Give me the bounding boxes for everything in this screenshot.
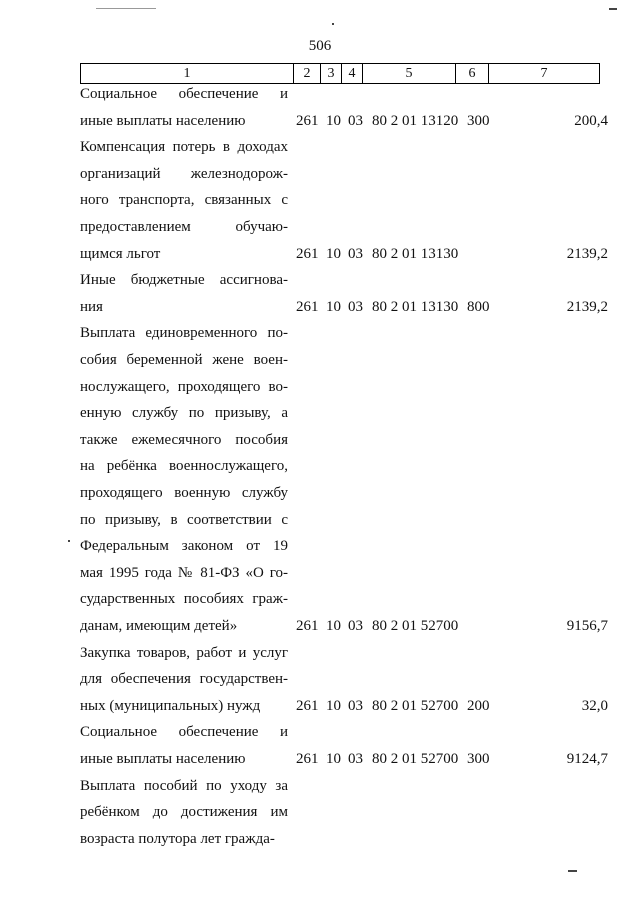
row-name-line: мая 1995 года № 81-ФЗ «О го- — [80, 564, 288, 581]
row-name-line: Социальное обеспечение и — [80, 86, 288, 102]
cell-c4: 03 — [348, 697, 363, 714]
row-name-line: также ежемесячного пособия — [80, 431, 288, 448]
cell-c3: 10 — [326, 750, 341, 767]
scan-speck — [96, 8, 156, 9]
row-name-line: Закупка товаров, работ и услуг — [80, 644, 288, 661]
row-name-line: Компенсация потерь в доходах — [80, 139, 288, 156]
row-name — [80, 773, 288, 853]
row-name-line: иные выплаты населению — [80, 750, 246, 767]
row-name-line: Выплата пособий по уходу за — [80, 777, 288, 794]
cell-c3: 10 — [326, 617, 341, 634]
row-name-line: на ребёнка военнослужащего, — [80, 458, 288, 475]
cell-c5: 80 2 01 52700 — [372, 697, 459, 714]
row-name-line: Федеральным законом от 19 — [80, 538, 288, 555]
cell-c2: 261 — [296, 112, 319, 129]
row-name — [80, 640, 288, 720]
cell-c2: 261 — [296, 617, 319, 634]
column-header-2: 2 — [294, 64, 321, 84]
cell-c7: 2139,2 — [566, 298, 608, 315]
row-name — [80, 320, 288, 639]
row-name-line: данам, имеющим детей» — [80, 617, 238, 634]
cell-c6: 200 — [467, 697, 490, 714]
cell-c4: 03 — [348, 245, 363, 262]
cell-c3: 10 — [326, 245, 341, 262]
row-name-line: Социальное обеспечение и — [80, 724, 288, 741]
row-name — [80, 81, 288, 134]
cell-c2: 261 — [296, 750, 319, 767]
cell-c5: 80 2 01 52700 — [372, 750, 459, 767]
row-name-line: сударственных пособиях граж- — [80, 591, 288, 608]
column-header-3: 3 — [321, 64, 342, 84]
row-name-line: организаций железнодорож- — [80, 165, 288, 182]
row-name-line: возраста полутора лет гражда- — [80, 830, 275, 847]
cell-c5: 80 2 01 13130 — [372, 298, 459, 315]
cell-c6: 800 — [467, 298, 490, 315]
cell-c4: 03 — [348, 298, 363, 315]
row-name — [80, 134, 288, 267]
row-name-line: иные выплаты населению — [80, 112, 246, 129]
cell-c4: 03 — [348, 617, 363, 634]
row-name-line: щимся льгот — [80, 245, 161, 262]
cell-c4: 03 — [348, 112, 363, 129]
cell-c5: 80 2 01 13130 — [372, 245, 459, 262]
page-number: 506 — [308, 38, 332, 54]
scan-speck — [332, 23, 334, 25]
row-name-line: ребёнком до достижения им — [80, 804, 288, 821]
scan-speck — [609, 8, 617, 10]
cell-c6: 300 — [467, 112, 490, 129]
cell-c7: 9124,7 — [566, 750, 608, 767]
row-name — [80, 267, 288, 320]
cell-c2: 261 — [296, 697, 319, 714]
scan-speck — [568, 870, 577, 872]
row-name-line: енную службу по призыву, а — [80, 405, 288, 422]
column-header-5: 5 — [363, 64, 456, 84]
cell-c4: 03 — [348, 750, 363, 767]
row-name-line: Иные бюджетные ассигнова- — [80, 272, 288, 289]
row-name-line: предоставлением обучаю- — [80, 218, 288, 235]
column-header-4: 4 — [342, 64, 363, 84]
row-name-line: ного транспорта, связанных с — [80, 192, 288, 209]
cell-c3: 10 — [326, 697, 341, 714]
column-header-1: 1 — [81, 64, 294, 84]
row-name-line: Выплата единовременного по- — [80, 325, 288, 342]
cell-c7: 200,4 — [574, 112, 608, 129]
cell-c6: 300 — [467, 750, 490, 767]
cell-c2: 261 — [296, 298, 319, 315]
row-name-line: ных (муниципальных) нужд — [80, 697, 261, 714]
row-name-line: для обеспечения государствен- — [80, 671, 288, 688]
cell-c7: 9156,7 — [566, 617, 608, 634]
cell-c3: 10 — [326, 112, 341, 129]
row-name-line: собия беременной жене воен- — [80, 351, 288, 368]
cell-c5: 80 2 01 13120 — [372, 112, 459, 129]
row-name-line: ния — [80, 298, 103, 315]
cell-c3: 10 — [326, 298, 341, 315]
row-name-line: нослужащего, проходящего во- — [80, 378, 288, 395]
cell-c5: 80 2 01 52700 — [372, 617, 459, 634]
column-header-6: 6 — [456, 64, 489, 84]
row-name-line: проходящего военную службу — [80, 484, 288, 501]
column-header-7: 7 — [489, 64, 600, 84]
cell-c7: 2139,2 — [566, 245, 608, 262]
scan-speck — [68, 540, 70, 542]
cell-c7: 32,0 — [581, 697, 608, 714]
row-name-line: по призыву, в соответствии с — [80, 511, 288, 528]
cell-c2: 261 — [296, 245, 319, 262]
row-name — [80, 719, 288, 772]
